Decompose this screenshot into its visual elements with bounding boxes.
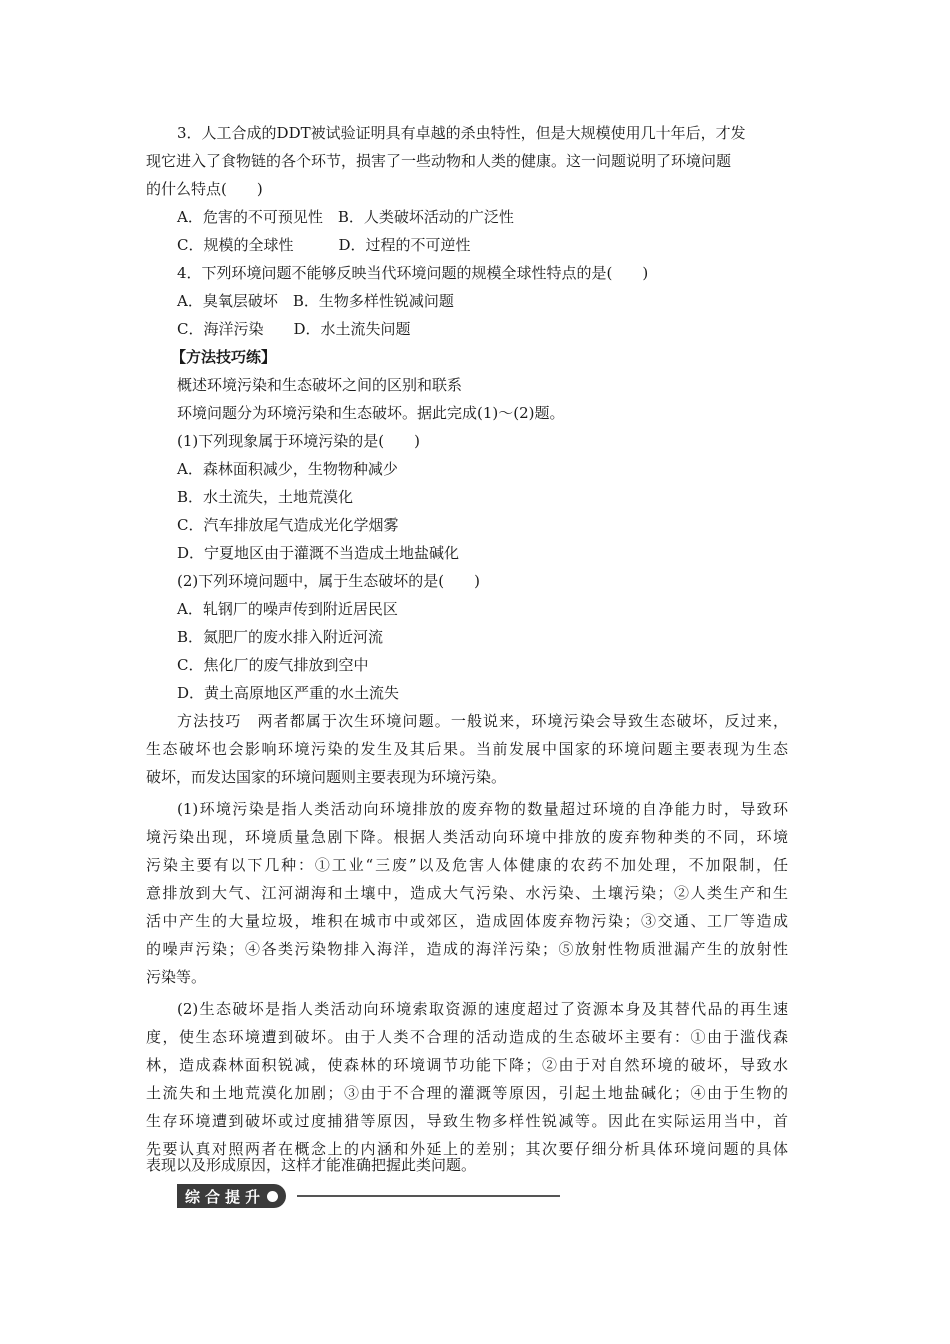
q3-options-cd: C．规模的全球性 D．过程的不可逆性 xyxy=(177,236,471,254)
section-label-text: 综合提升 xyxy=(185,1187,266,1206)
explanation-p2-line3: 污染主要有以下几种：①工业“三废”以及危害人体健康的农药不加处理，不加限制，任 xyxy=(146,856,788,874)
explanation-p2-line2: 境污染出现，环境质量急剧下降。根据人类活动向环境中排放的废弃物种类的不同，环境 xyxy=(146,828,788,846)
bullet-dot-icon xyxy=(267,1191,278,1202)
q3-stem-line1: 3．人工合成的DDT被试验证明具有卓越的杀虫特性，但是大规模使用几十年后，才发 xyxy=(177,124,746,142)
sub2-option-b: B．氮肥厂的废水排入附近河流 xyxy=(177,628,384,646)
sub2-option-c: C．焦化厂的废气排放到空中 xyxy=(177,656,369,674)
sub1-stem: (1)下列现象属于环境污染的是( ) xyxy=(177,432,420,450)
q3-options-ab: A．危害的不可预见性 B．人类破坏活动的广泛性 xyxy=(177,208,514,226)
explanation-p1-line1: 方法技巧 两者都属于次生环境问题。一般说来，环境污染会导致生态破坏，反过来， xyxy=(177,712,788,730)
method-heading: 【方法技巧练】 xyxy=(171,348,277,366)
section-header-comprehensive xyxy=(177,1184,286,1208)
explanation-p3-line3: 林，造成森林面积锐减，使森林的环境调节功能下降；②由于对自然环境的破坏，导致水 xyxy=(146,1056,788,1074)
sub1-option-b: B．水土流失，土地荒漠化 xyxy=(177,488,354,506)
sub1-option-c: C．汽车排放尾气造成光化学烟雾 xyxy=(177,516,399,534)
q4-stem: 4．下列环境问题不能够反映当代环境问题的规模全球性特点的是( ) xyxy=(177,264,649,282)
explanation-p3-line5: 生存环境遭到破坏或过度捕猎等原因，导致生物多样性锐减等。因此在实际运用当中，首 xyxy=(146,1112,788,1130)
explanation-p2-line1: (1)环境污染是指人类活动向环境排放的废弃物的数量超过环境的自净能力时，导致环 xyxy=(177,800,788,818)
explanation-p3-line7: 表现以及形成原因，这样才能准确把握此类问题。 xyxy=(146,1156,477,1174)
method-topic: 概述环境污染和生态破坏之间的区别和联系 xyxy=(177,376,463,394)
q3-stem-line3: 的什么特点( ) xyxy=(146,180,263,198)
q4-options-ab: A．臭氧层破坏 B．生物多样性锐减问题 xyxy=(177,292,454,310)
explanation-p3-line2: 度，使生态环境遭到破坏。由于人类不合理的活动造成的生态破坏主要有：①由于滥伐森 xyxy=(146,1028,788,1046)
method-intro: 环境问题分为环境污染和生态破坏。据此完成(1)～(2)题。 xyxy=(177,404,565,422)
section-label-box xyxy=(177,1184,286,1208)
explanation-p2-line5: 活中产生的大量垃圾，堆积在城市中或郊区，造成固体废弃物污染；③交通、工厂等造成 xyxy=(146,912,788,930)
explanation-p1-line3: 破坏，而发达国家的环境问题则主要表现为环境污染。 xyxy=(146,768,507,786)
explanation-p3-line6: 先要认真对照两者在概念上的内涵和外延上的差别；其次要仔细分析具体环境问题的具体 xyxy=(146,1140,788,1158)
sub2-stem: (2)下列环境问题中，属于生态破坏的是( ) xyxy=(177,572,480,590)
sub1-option-a: A．森林面积减少，生物物种减少 xyxy=(177,460,398,478)
explanation-p1-line2: 生态破坏也会影响环境污染的发生及其后果。当前发展中国家的环境问题主要表现为生态 xyxy=(146,740,788,758)
sub1-option-d: D．宁夏地区由于灌溉不当造成土地盐碱化 xyxy=(177,544,460,562)
section-divider-line xyxy=(297,1195,560,1197)
explanation-p3-line4: 土流失和土地荒漠化加剧；③由于不合理的灌溉等原因，引起土地盐碱化；④由于生物的 xyxy=(146,1084,788,1102)
sub2-option-d: D．黄土高原地区严重的水土流失 xyxy=(177,684,400,702)
explanation-p3-line1: (2)生态破坏是指人类活动向环境索取资源的速度超过了资源本身及其替代品的再生速 xyxy=(177,1000,788,1018)
sub2-option-a: A．轧钢厂的噪声传到附近居民区 xyxy=(177,600,398,618)
explanation-p2-line7: 污染等。 xyxy=(146,968,207,986)
q4-options-cd: C．海洋污染 D．水土流失问题 xyxy=(177,320,411,338)
explanation-p2-line4: 意排放到大气、江河湖海和土壤中，造成大气污染、水污染、土壤污染；②人类生产和生 xyxy=(146,884,788,902)
q3-stem-line2: 现它进入了食物链的各个环节，损害了一些动物和人类的健康。这一问题说明了环境问题 xyxy=(146,152,732,170)
explanation-p2-line6: 的噪声污染；④各类污染物排入海洋，造成的海洋污染；⑤放射性物质泄漏产生的放射性 xyxy=(146,940,788,958)
